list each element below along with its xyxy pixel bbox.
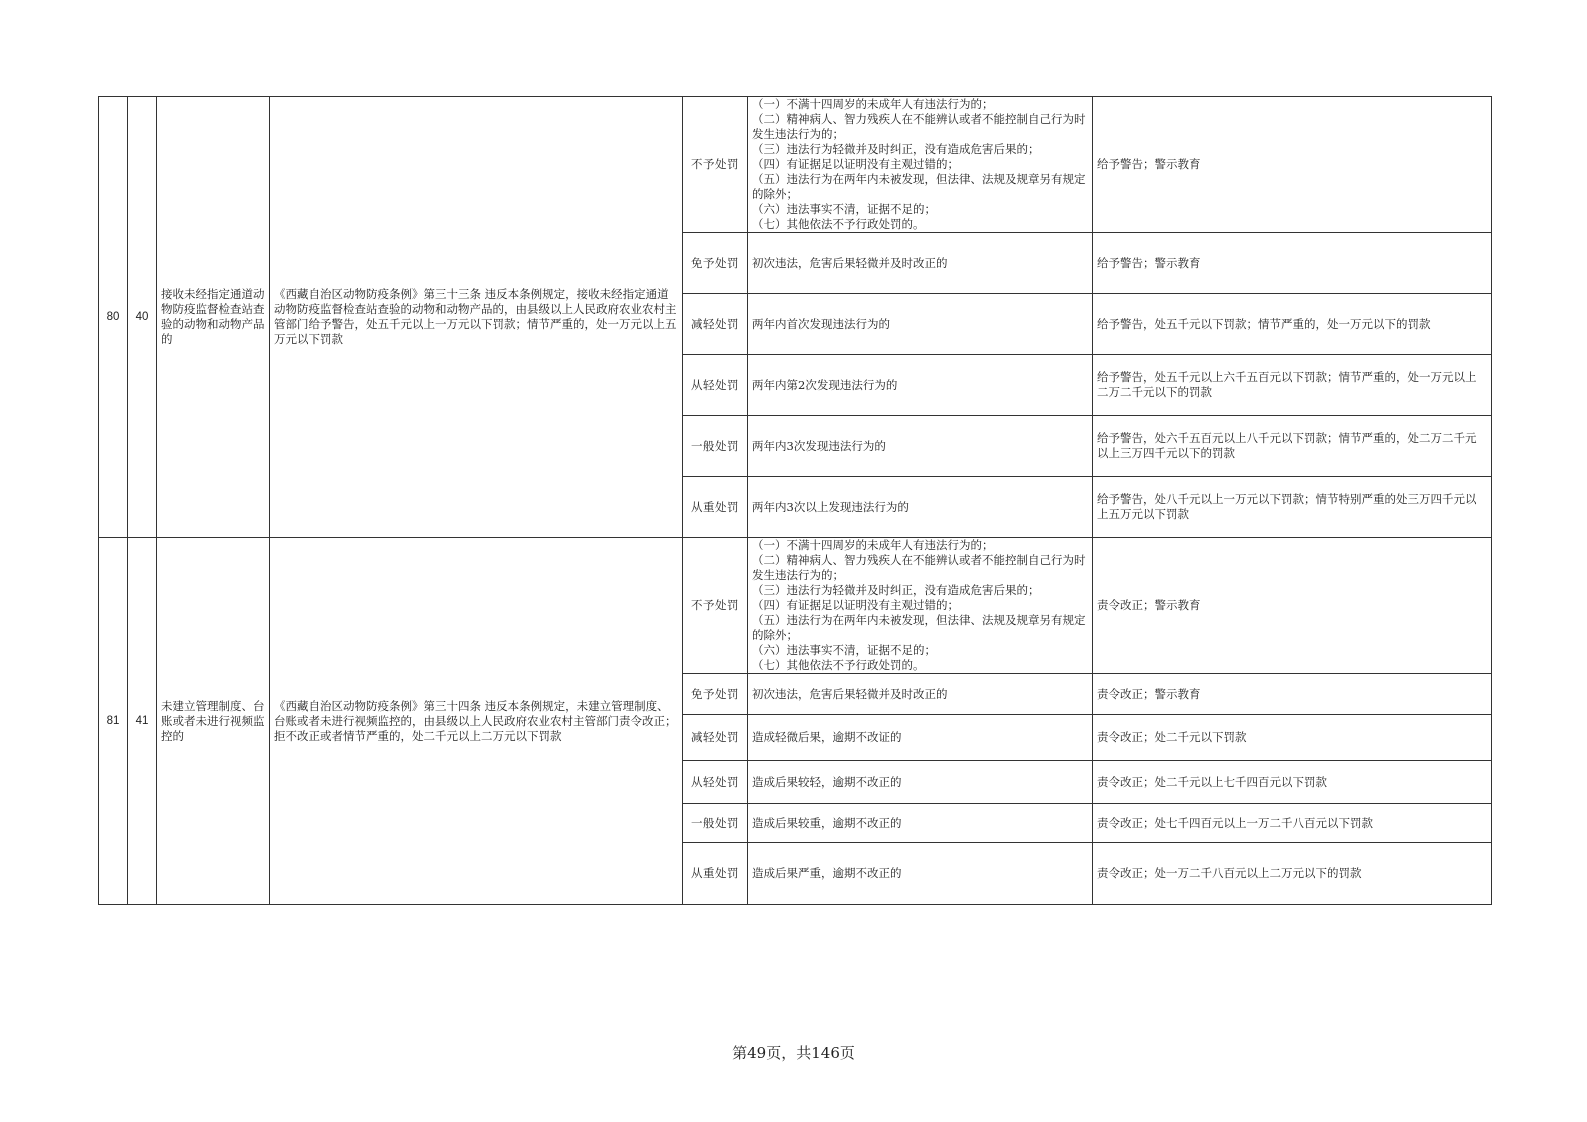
standard-cell: 责令改正；处一万二千八百元以上二万元以下的罚款 <box>1093 843 1492 905</box>
standard-cell: 责令改正；警示教育 <box>1093 674 1492 715</box>
page-number-footer: 第49页，共146页 <box>732 1044 855 1062</box>
standard-cell: 给予警告，处六千五百元以上八千元以下罚款；情节严重的，处二万二千元以上三万四千元以下的罚款 <box>1093 416 1492 477</box>
violation-item-cell: 未建立管理制度、台账或者未进行视频监控的 <box>157 538 270 905</box>
condition-cell: 两年内3次以上发现违法行为的 <box>748 477 1093 538</box>
table-row <box>99 538 1492 674</box>
standard-cell: 给予警告，处五千元以下罚款；情节严重的，处一万元以下的罚款 <box>1093 294 1492 355</box>
condition-cell: 初次违法，危害后果轻微并及时改正的 <box>748 233 1093 294</box>
condition-cell: 两年内首次发现违法行为的 <box>748 294 1093 355</box>
penalty-level-cell: 免予处罚 <box>683 233 748 294</box>
standard-cell: 给予警告；警示教育 <box>1093 97 1492 233</box>
penalty-level-cell: 不予处罚 <box>683 97 748 233</box>
table-row <box>99 97 1492 233</box>
condition-cell: 造成后果较轻，逾期不改正的 <box>748 761 1093 804</box>
standard-cell: 责令改正；处七千四百元以上一万二千八百元以下罚款 <box>1093 804 1492 843</box>
standard-cell: 给予警告；警示教育 <box>1093 233 1492 294</box>
condition-cell: 造成轻微后果，逾期不改证的 <box>748 715 1093 761</box>
legal-basis-cell: 《西藏自治区动物防疫条例》第三十三条 违反本条例规定，接收未经指定通道动物防疫监督检查站查验的动物和动物产品的，由县级以上人民政府农业农村主管部门给予警告，处五千元以上一万元以下罚款；情节严重的，处一万元以上五万元以下罚款 <box>270 97 683 538</box>
condition-cell: 两年内3次发现违法行为的 <box>748 416 1093 477</box>
penalty-level-cell: 从轻处罚 <box>683 355 748 416</box>
penalty-level-cell: 免予处罚 <box>683 674 748 715</box>
penalty-level-cell: 从重处罚 <box>683 843 748 905</box>
legal-basis-cell: 《西藏自治区动物防疫条例》第三十四条 违反本条例规定，未建立管理制度、台账或者未进行视频监控的，由县级以上人民政府农业农村主管部门责令改正；拒不改正或者情节严重的，处二千元以上二万元以下罚款 <box>270 538 683 905</box>
sub-number-cell: 41 <box>128 538 157 905</box>
penalty-level-cell: 一般处罚 <box>683 416 748 477</box>
seq-number-cell: 81 <box>99 538 128 905</box>
standard-cell: 给予警告，处五千元以上六千五百元以下罚款；情节严重的，处一万元以上二万二千元以下的罚款 <box>1093 355 1492 416</box>
condition-cell: （一）不满十四周岁的未成年人有违法行为的； （二）精神病人、智力残疾人在不能辨认或者不能控制自己行为时发生违法行为的； （三）违法行为轻微并及时纠正，没有造成危害后果的； （四）有证据足以证明没有主观过错的； （五）违法行为在两年内未被发现，但法律、法规及规章另有规定的除外； （六）违法事实不清，证据不足的； （七）其他依法不予行政处罚的。 <box>748 97 1093 233</box>
standard-cell: 给予警告，处八千元以上一万元以下罚款；情节特别严重的处三万四千元以上五万元以下罚款 <box>1093 477 1492 538</box>
penalty-level-cell: 从重处罚 <box>683 477 748 538</box>
penalty-standards-table <box>98 96 1492 905</box>
sub-number-cell: 40 <box>128 97 157 538</box>
standard-cell: 责令改正；处二千元以下罚款 <box>1093 715 1492 761</box>
penalty-level-cell: 不予处罚 <box>683 538 748 674</box>
penalty-level-cell: 一般处罚 <box>683 804 748 843</box>
penalty-level-cell: 从轻处罚 <box>683 761 748 804</box>
violation-item-cell: 接收未经指定通道动物防疫监督检查站查验的动物和动物产品的 <box>157 97 270 538</box>
condition-cell: 两年内第2次发现违法行为的 <box>748 355 1093 416</box>
condition-cell: 初次违法，危害后果轻微并及时改正的 <box>748 674 1093 715</box>
penalty-level-cell: 减轻处罚 <box>683 294 748 355</box>
standard-cell: 责令改正；处二千元以上七千四百元以下罚款 <box>1093 761 1492 804</box>
condition-cell: 造成后果严重，逾期不改正的 <box>748 843 1093 905</box>
condition-cell: 造成后果较重，逾期不改正的 <box>748 804 1093 843</box>
seq-number-cell: 80 <box>99 97 128 538</box>
penalty-level-cell: 减轻处罚 <box>683 715 748 761</box>
standard-cell: 责令改正；警示教育 <box>1093 538 1492 674</box>
condition-cell: （一）不满十四周岁的未成年人有违法行为的； （二）精神病人、智力残疾人在不能辨认或者不能控制自己行为时发生违法行为的； （三）违法行为轻微并及时纠正，没有造成危害后果的； （四）有证据足以证明没有主观过错的； （五）违法行为在两年内未被发现，但法律、法规及规章另有规定的除外； （六）违法事实不清，证据不足的； （七）其他依法不予行政处罚的。 <box>748 538 1093 674</box>
